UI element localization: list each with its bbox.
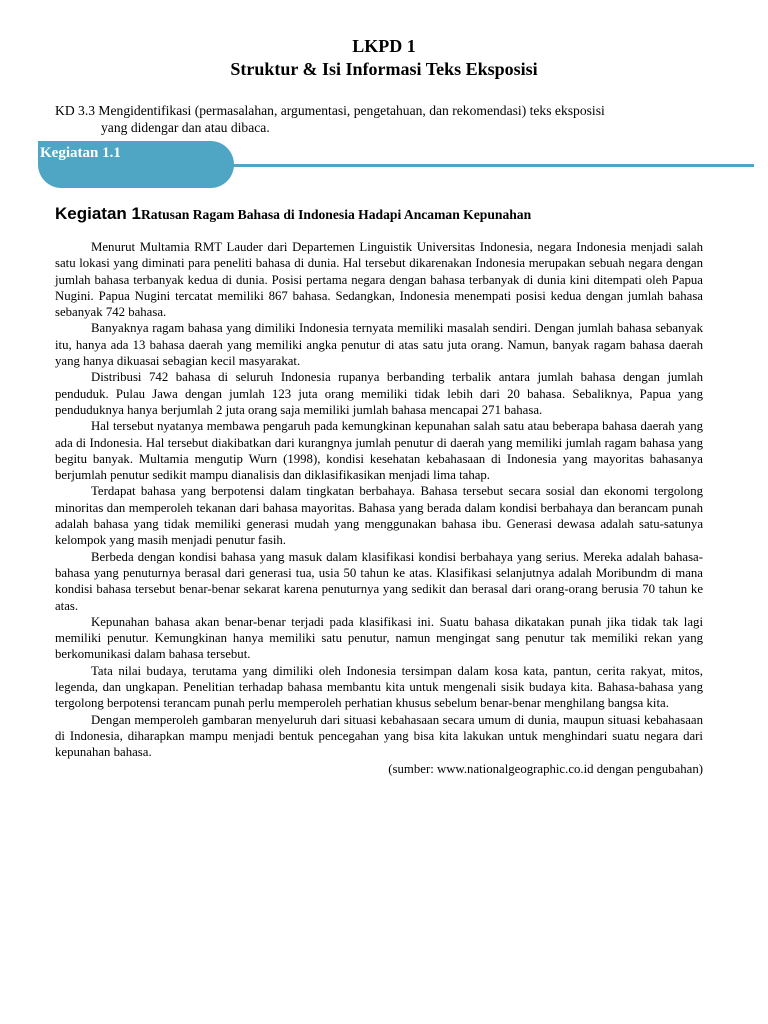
article-body (55, 239, 703, 777)
source-citation: (sumber: www.nationalgeographic.co.id dengan pengubahan) (388, 761, 703, 776)
article-paragraph: Distribusi 742 bahasa di seluruh Indonesia rupanya berbanding terbalik antara jumlah bahasa dengan jumlah penduduk. Pulau Jawa dengan jumlah 123 juta orang memiliki tidak lebih dari 20 bahasa. Sebaliknya, Papua yang penduduknya hanya berjumlah 2 juta orang saja memiliki jumlah bahasa mencapai 271 bahasa. (55, 370, 703, 417)
article-paragraph: Kepunahan bahasa akan benar-benar terjadi pada klasifikasi ini. Suatu bahasa dikatakan punah jika tidak tak lagi memiliki penutur. Kemungkinan hanya memiliki satu penutur, namun mengingat sang penutur tak memiliki rekan yang berkomunikasi dalam bahasa tersebut. (55, 614, 703, 662)
article-title: Ratusan Ragam Bahasa di Indonesia Hadapi Ancaman Kepunahan (140, 207, 532, 222)
competency-line-1: KD 3.3 Mengidentifikasi (permasalahan, argumentasi, pengetahuan, dan rekomendasi) teks eksposisi (55, 103, 605, 118)
section-banner-label: Kegiatan 1.1 (40, 145, 121, 161)
article-paragraph: Hal tersebut nyatanya membawa pengaruh pada kemungkinan kepunahan salah satu atau beberapa bahasa daerah yang ada di Indonesia. Hal tersebut diakibatkan dari kurangnya jumlah penutur di daerah yang memiliki jumlah ragam bahasa yang begitu banyak. Multamia mengutip Wurn (1998), kondisi kesehatan kebahasaan di Indonesia yang mayoritas bahasanya berjumlah penutur sedikit mampu dianalisis dan diklasifikasikan menjadi lima tahap. (55, 419, 703, 483)
activity-heading (55, 204, 531, 224)
article-paragraph: Berbeda dengan kondisi bahasa yang masuk dalam klasifikasi kondisi berbahaya yang serius. Mereka adalah bahasa-bahasa yang penuturnya berasal dari generasi tua, usia 50 tahun ke atas. Klasifikasi selanjutnya adalah Moribundm di mana kondisi bahasa tersebut benar-benar sekarat karena penuturnya yang sedikit dan berasal dari orang-orang berusia 70 tahun ke atas. (55, 549, 703, 613)
article-paragraph: Tata nilai budaya, terutama yang dimiliki oleh Indonesia tersimpan dalam kosa kata, pantun, cerita rakyat, mitos, legenda, dan ungkapan. Penelitian terhadap bahasa membantu kita untuk mengenali sisik budaya kita. Bahasa-bahasa yang tergolong berpotensi terancam punah perlu memperoleh perhatian khusus sebelum benar-benar menghilang bangsa kita. (55, 663, 703, 711)
article-paragraph: Banyaknya ragam bahasa yang dimiliki Indonesia ternyata memiliki masalah sendiri. Dengan jumlah bahasa sebanyak itu, hanya ada 13 bahasa daerah yang memiliki angka penutur di atas satu juta orang. Namun, banyak ragam bahasa daerah yang hanya dikuasai sebagian kecil masyarakat. (55, 321, 703, 369)
article-paragraph: Menurut Multamia RMT Lauder dari Departemen Linguistik Universitas Indonesia, negara Indonesia menjadi salah satu lokasi yang diminati para peneliti bahasa di dunia. Hal tersebut dikarenakan Indonesia merupakan sebuah negara dengan jumlah bahasa terbanyak kedua di dunia. Posisi pertama negara dengan bahasa terbanyak di dunia kini ditempati oleh Papua Nugini. Papua Nugini tercatat memiliki 867 bahasa. Sedangkan, Indonesia menempati posisi kedua dengan jumlah bahasa sebanyak 742 bahasa. (55, 240, 703, 320)
document-subtitle: Struktur & Isi Informasi Teks Eksposisi (230, 59, 538, 79)
article-paragraph: Dengan memperoleh gambaran menyeluruh dari situasi kebahasaan secara umum di dunia, maupun situasi kebahasaan di Indonesia, diharapkan mampu menjadi bentuk pencegahan yang bisa kita lakukan untuk menghindari suatu negara dari kepunahan bahasa. (55, 712, 703, 760)
activity-heading-prefix: Kegiatan 1 (55, 204, 141, 223)
competency-line-2: yang didengar dan atau dibaca. (101, 120, 270, 135)
competency-statement (55, 102, 703, 136)
article-paragraph: Terdapat bahasa yang berpotensi dalam tingkatan berbahaya. Bahasa tersebut secara sosial dan ekonomi tergolong minoritas dan memperoleh tekanan dari bahasa mayoritas. Bahasa yang berada dalam kondisi berbahaya dan berancam punah adalah bahasa yang tidak memiliki generasi mudah yang menggunakan bahasa ibu. Generasi dewasa adalah satu-satunya kelompok yang masih menjadi penutur fasih. (55, 484, 703, 548)
document-title: LKPD 1 (352, 36, 416, 56)
section-banner-rule (226, 164, 754, 167)
